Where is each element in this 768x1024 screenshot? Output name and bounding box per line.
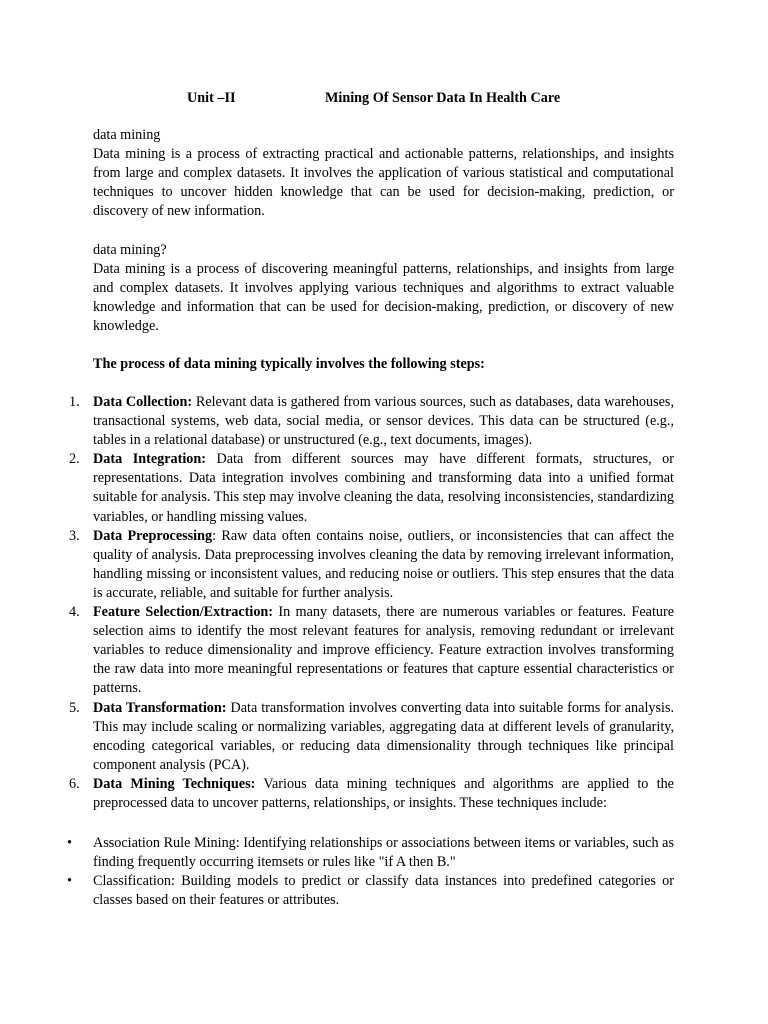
section-data-mining — [93, 126, 674, 221]
steps-heading: The process of data mining typically involves the following steps: — [93, 356, 485, 372]
list-item — [69, 393, 674, 450]
list-number: 3. — [69, 527, 80, 544]
list-number: 1. — [69, 394, 80, 410]
bullet-icon: • — [67, 835, 72, 851]
list-item — [69, 699, 675, 775]
section-paragraph: Data mining is a process of extracting practical and actionable patterns, relationships, and insights from large and complex datasets. It involves the application of various statistical and computational techniques to uncover hidden knowledge that can be used for decision-making, prediction, or discovery of new information. — [93, 146, 674, 220]
list-number: 2. — [69, 451, 80, 468]
step-title: Feature Selection/Extraction: — [93, 604, 274, 621]
list-item — [69, 527, 675, 603]
list-number: 6. — [69, 775, 80, 792]
page-header — [0, 89, 768, 109]
step-text: Various data mining techniques and algorithms are applied to the preprocessed data to uncover patterns, relationships, or insights. These techniques include: — [93, 775, 674, 811]
list-item — [69, 775, 674, 813]
bullet-text: Association Rule Mining: Identifying relationships or associations between items or variables, such as finding frequently occurring itemsets or rules like "if A then B." — [93, 835, 674, 871]
bullet-icon: • — [67, 873, 72, 890]
bullet-text: Classification: Building models to predict or classify data instances into predefined categories or classes based on their features or attributes. — [93, 873, 674, 909]
list-number: 4. — [69, 604, 80, 621]
step-text: Data transformation involves converting data into suitable forms for analysis. This may include scaling or normalizing variables, aggregating data at different levels of granularity, encoding categorical variables, or reducing data dimensionality through techniques like principal component analysis (PCA). — [93, 699, 675, 773]
step-text: Data from different sources may have different formats, structures, or representations. Data integration involves combining and transforming data into a unified format suitable for analysis. This step may involve cleaning the data, resolving inconsistencies, standardizing variables, or handling missing values. — [93, 451, 674, 525]
step-title: Data Collection: — [93, 394, 193, 410]
section-paragraph: Data mining is a process of discovering meaningful patterns, relationships, and insights from large and complex datasets. It involves applying various techniques and algorithms to extract valuable knowledge and information that can be used for decision-making, prediction, or discovery of new knowledge. — [93, 261, 674, 335]
bullet-item — [67, 872, 674, 910]
list-item — [69, 603, 675, 698]
section-heading: data mining? — [93, 242, 167, 258]
page-title: Mining Of Sensor Data In Health Care — [325, 90, 561, 106]
section-heading: data mining — [93, 127, 161, 143]
section-data-mining-question — [93, 241, 674, 336]
bullet-list — [67, 834, 674, 910]
step-text: In many datasets, there are numerous variables or features. Feature selection aims to identify the most relevant features for analysis, removing redundant or irrelevant variables to reduce dimensionality and improve efficiency. Feature extraction involves transforming the raw data into more meaningful representations or features that capture essential characteristics or patterns. — [93, 604, 675, 697]
list-number: 5. — [69, 699, 80, 716]
unit-label: Unit –II — [187, 90, 236, 106]
step-text: : Raw data often contains noise, outliers, or inconsistencies that can affect the quality of analysis. Data preprocessing involves cleaning the data by removing irrelevant information, handling missing or inconsistent values, and reducing noise or outliers. This step ensures that the data is accurate, reliable, and suitable for further analysis. — [93, 527, 675, 601]
steps-list — [69, 393, 675, 813]
bullet-item — [67, 834, 674, 872]
step-title: Data Preprocessing — [93, 527, 213, 544]
step-text: Relevant data is gathered from various sources, such as databases, data warehouses, transactional systems, web data, social media, or sensor devices. This data can be structured (e.g., tables in a relational database) or unstructured (e.g., text documents, images). — [93, 394, 674, 449]
step-title: Data Integration: — [93, 451, 206, 468]
list-item — [69, 450, 674, 526]
step-title: Data Transformation: — [93, 699, 227, 716]
step-title: Data Mining Techniques: — [93, 775, 256, 792]
